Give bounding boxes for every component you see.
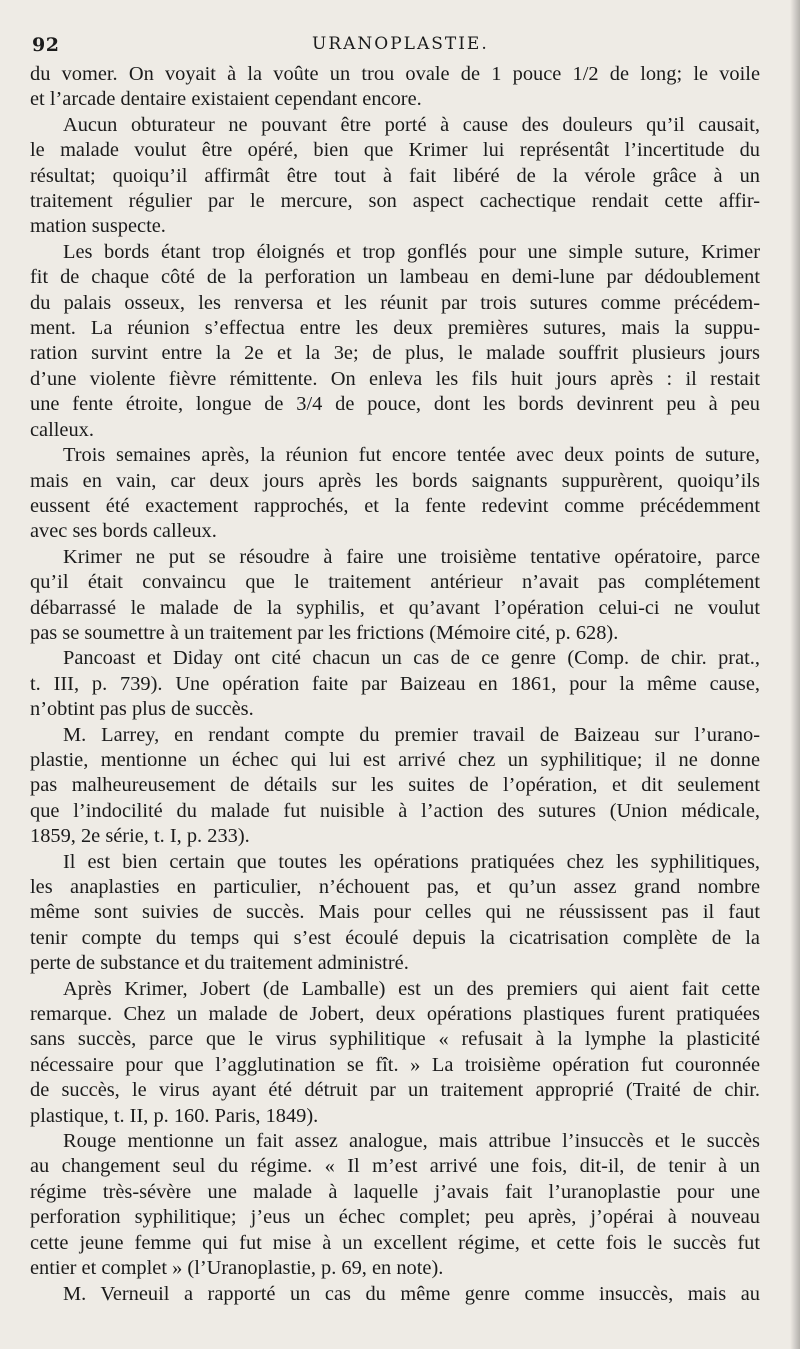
text-line: Après Krimer, Jobert (de Lamballe) est un des premiers qui aient fait cette — [63, 977, 760, 1000]
paragraph — [30, 62, 760, 113]
text-line: fit de chaque côté de la perforation un lambeau en demi-lune par dédoublement — [30, 266, 760, 289]
text-line: avec ses bords calleux. — [30, 520, 217, 543]
text-line: et l’arcade dentaire existaient cependant encore. — [30, 88, 422, 111]
text-line: ration survint entre la 2e et la 3e; de plus, le malade souffrit plusieurs jours — [30, 342, 760, 365]
text-line: Il est bien certain que toutes les opérations pratiquées chez les syphilitiques, — [63, 850, 760, 873]
text-line: même sont suivies de succès. Mais pour celles qui ne réussissent pas il faut — [30, 901, 760, 924]
text-line: Trois semaines après, la réunion fut encore tentée avec deux points de suture, — [63, 444, 760, 467]
text-line: d’une violente fièvre rémittente. On enleva les fils huit jours après : il restait — [30, 367, 760, 390]
text-line: les anaplasties en particulier, n’échouent pas, et qu’un assez grand nombre — [30, 876, 760, 898]
text-line: débarrassé le malade de la syphilis, et qu’avant l’opération celui-ci ne voulut — [30, 596, 760, 619]
text-line: cette jeune femme qui fut mise à un excellent régime, et cette fois le succès fut — [30, 1231, 760, 1254]
text-line: mation suspecte. — [30, 215, 166, 238]
text-line: régime très-sévère une malade à laquelle j’avais fait l’uranoplastie pour une — [30, 1180, 760, 1203]
text-line: 1859, 2e série, t. I, p. 233). — [30, 825, 250, 848]
text-line: du vomer. On voyait à la voûte un trou ovale de 1 pouce 1/2 de long; le voile — [30, 63, 760, 85]
text-line: Aucun obturateur ne pouvant être porté à cause des douleurs qu’il causait, — [63, 113, 760, 136]
text-line: pas se soumettre à un traitement par les frictions (Mémoire cité, p. 628). — [30, 621, 619, 644]
paragraph — [30, 1282, 760, 1307]
text-line: eussent été exactement rapprochés, et la fente redevint comme précédemment — [30, 494, 760, 517]
paragraph — [30, 977, 760, 1129]
text-line: Krimer ne put se résoudre à faire une troisième tentative opératoire, parce — [63, 545, 760, 568]
text-line: une fente étroite, longue de 3/4 de pouce, dont les bords devinrent peu à peu — [30, 393, 760, 416]
paragraph — [30, 545, 760, 647]
body-text — [30, 62, 760, 1342]
text-line: M. Larrey, en rendant compte du premier travail de Baizeau sur l’urano- — [63, 723, 760, 746]
text-line: M. Verneuil a rapporté un cas du même genre comme insuccès, mais au — [63, 1282, 760, 1305]
running-title: URANOPLASTIE. — [312, 34, 489, 54]
text-line: que l’indocilité du malade fut nuisible à l’action des sutures (Union médicale, — [30, 799, 760, 822]
text-line: sans succès, parce que le virus syphilitique « refusait à la lymphe la plasticité — [30, 1028, 760, 1051]
text-line: plastique, t. II, p. 160. Paris, 1849). — [30, 1104, 319, 1127]
text-line: résultat; quoiqu’il affirmât être tout à fait libéré de la vérole grâce à un — [30, 164, 760, 187]
paragraph — [30, 240, 760, 443]
text-line: qu’il était convaincu que le traitement antérieur n’avait pas complétement — [30, 571, 760, 594]
text-line: calleux. — [30, 418, 94, 441]
paragraph — [30, 646, 760, 722]
text-line: perforation syphilitique; j’eus un échec complet; peu après, j’opérai à nouveau — [30, 1206, 760, 1229]
text-line: tenir compte du temps qui s’est écoulé depuis la cicatrisation complète de la — [30, 926, 760, 949]
paragraph — [30, 443, 760, 545]
text-line: mais en vain, car deux jours après les bords saignants suppurèrent, quoiqu’ils — [30, 469, 760, 492]
running-head — [32, 30, 762, 60]
text-line: entier et complet » (l’Uranoplastie, p. 69, en note). — [30, 1257, 444, 1280]
text-line: pas malheureusement de détails sur les suites de l’opération, et dit seulement — [30, 774, 760, 797]
text-line: n’obtint pas plus de succès. — [30, 698, 254, 721]
text-line: au changement seul du régime. « Il m’est arrivé une fois, dit-il, de tenir à un — [30, 1155, 760, 1178]
text-line: de succès, le virus ayant été détruit par un traitement approprié (Traité de chir. — [30, 1079, 760, 1102]
text-line: le malade voulut être opéré, bien que Krimer lui représentât l’incertitude du — [30, 139, 760, 162]
text-line: remarque. Chez un malade de Jobert, deux opérations plastiques furent pratiquées — [30, 1003, 760, 1026]
text-line: Les bords étant trop éloignés et trop gonflés pour une simple suture, Krimer — [63, 240, 760, 263]
text-line: traitement régulier par le mercure, son aspect cachectique rendait cette affir- — [30, 190, 760, 213]
text-line: nécessaire pour que l’agglutination se fît. » La troisième opération fut couronnée — [30, 1053, 760, 1076]
text-line: t. III, p. 739). Une opération faite par Baizeau en 1861, pour la même cause, — [30, 672, 760, 695]
text-line: plastie, mentionne un échec qui lui est arrivé chez un syphilitique; il ne donne — [30, 748, 760, 771]
text-line: ment. La réunion s’effectua entre les deux premières sutures, mais la suppu- — [30, 317, 760, 340]
text-line: Rouge mentionne un fait assez analogue, mais attribue l’insuccès et le succès — [63, 1130, 760, 1153]
page-edge-shadow — [790, 0, 800, 1349]
text-line: perte de substance et du traitement administré. — [30, 952, 409, 975]
text-line: du palais osseux, les renversa et les réunit par trois sutures comme précédem- — [30, 291, 760, 314]
text-line: Pancoast et Diday ont cité chacun un cas de ce genre (Comp. de chir. prat., — [63, 647, 760, 670]
paragraph — [30, 1129, 760, 1281]
page-number: 92 — [32, 34, 60, 56]
paragraph — [30, 850, 760, 977]
paragraph — [30, 113, 760, 240]
paragraph — [30, 723, 760, 850]
